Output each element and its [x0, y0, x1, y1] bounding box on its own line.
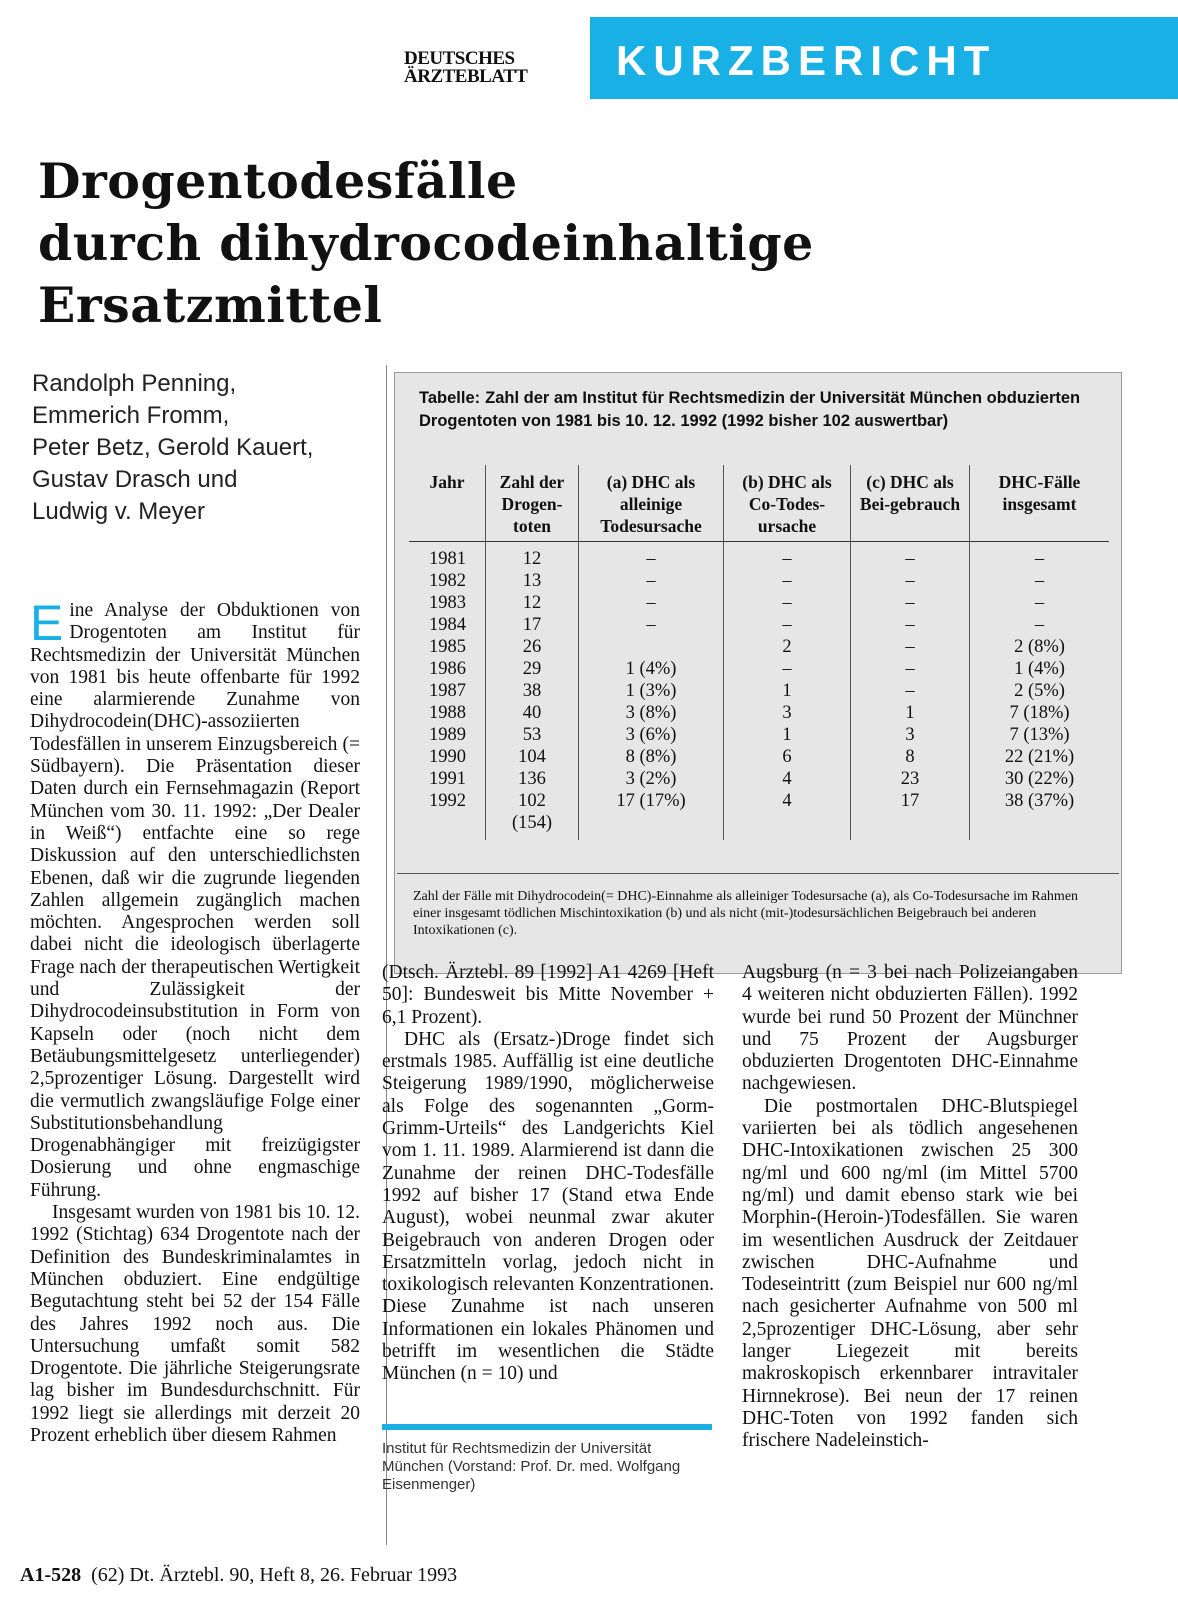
cell-dhc-b: 1 [724, 680, 851, 702]
cell-dhc-b: – [724, 658, 851, 680]
cell-dhc-a: 3 (6%) [579, 724, 724, 746]
cell-zahl: 29 [486, 658, 579, 680]
cell-dhc-b: 4 [724, 790, 851, 812]
cell-dhc-a: – [579, 570, 724, 592]
paragraph: Augsburg (n = 3 bei nach Polizeiangaben 4 weiteren nicht obduzierten Fällen). 1992 wurde bei rund 50 Prozent der Münchner und 75 Prozent der Augsburger obduzierten Drogentoten DHC-Einnahme nachgewiesen. [742, 962, 1078, 1095]
cell-jahr: 1983 [429, 593, 466, 613]
section-tag-label: KURZBERICHT [616, 37, 997, 84]
cell-dhc-c: – [851, 636, 970, 658]
section-tag [590, 17, 1178, 99]
cell-zahl: 12 [486, 542, 579, 571]
author-line: Gustav Drasch und [32, 466, 238, 493]
paragraph: DHC als (Ersatz-)Droge findet sich erstmals 1985. Auffällig ist eine deutliche Steigerung 1989/1990, möglicherweise als Folge des sogenannten „Gorm-Grimm-Urteils“ des Landgerichts Kiel vom 1. 11. 1989. Alarmierend ist dann die Zunahme der reinen DHC-Todesfälle 1992 auf bisher 17 (Stand etwa Ende August), wobei neunmal zwar akuter Beigebrauch von anderen Drogen oder Ersatzmitteln vorlag, jedoch nicht in toxikologisch relevanten Konzentrationen. Diese Zunahme ist nach unseren Informationen ein lokales Phänomen und betrifft im wesentlichen die Städte München (n = 10) und [382, 1028, 714, 1385]
paragraph-text: ine Analyse der Obduktionen von Drogentoten am Institut für Rechtsmedizin der Universität München von 1981 bis heute offenbarte für 1992 eine alarmierende Zunahme von Dihydrocodein(DHC)-assoziierten Todesfällen in unserem Einzugsbereich (= Südbayern). Die Präsentation dieser Daten durch ein Fernsehmagazin (Report München vom 30. 11. 1992: „Der Dealer in Weiß“) entfachte eine so rege Diskussion auf den unterschiedlichsten Ebenen, daß wir die zugrunde liegenden Zahlen allgemein zugänglich machen möchten. Angesprochen werden soll dabei nicht die ideologisch überlagerte Frage nach der therapeutischen Wertigkeit und Zulässigkeit der Dihydrocodeinsubstitution in Form von Kapseln oder (noch nicht dem Betäubungsmittelgesetz unterliegender) 2,5prozentiger Lösung. Dargestellt wird die vermutlich zwangsläufige Folge einer Substitutionsbehandlung Drogenabhängiger mit freizügigster Dosierung und ohne engmaschige Führung. [30, 600, 360, 1201]
masthead-line-1: DEUTSCHES [404, 48, 515, 69]
citation-line: (62) Dt. Ärztebl. 90, Heft 8, 26. Februar 1993 [81, 1564, 458, 1586]
author-line: Randolph Penning, [32, 370, 237, 397]
cell-dhc-c: 1 [851, 702, 970, 724]
table-caption-text: Zahl der am Institut für Rechtsmedizin der Universität München obduzierten Drogentoten von 1981 bis 10. 12. 1992 (1992 bisher 102 auswertbar) [419, 389, 1081, 430]
table-row [409, 592, 1109, 614]
cell-dhc-b [724, 812, 851, 840]
data-table-box [394, 372, 1122, 974]
cell-dhc-b: 1 [724, 724, 851, 746]
text-column-2 [382, 962, 714, 1386]
cell-dhc-total: – [970, 570, 1110, 592]
cell-dhc-b: 2 [724, 636, 851, 658]
paragraph: (Dtsch. Ärztebl. 89 [1992] A1 4269 [Heft 50]: Bundesweit bis Mitte November + 6,1 Prozent). [382, 962, 714, 1028]
table-row [409, 724, 1109, 746]
cell-dhc-total: – [970, 542, 1110, 571]
cell-zahl: (154) [486, 812, 579, 840]
cell-dhc-b: 3 [724, 702, 851, 724]
cell-dhc-a: 8 (8%) [579, 746, 724, 768]
cell-jahr: 1989 [429, 725, 466, 745]
table-row [409, 614, 1109, 636]
page-footer [20, 1564, 457, 1587]
table-footnote-text: Zahl der Fälle mit Dihydrocodein(= DHC)-Einnahme als alleiniger Todesursache (a), als Co-Todesursache im Rahmen einer insgesamt tödlichen Mischintoxikation (b) und als nicht (mit-)todesursächlichen Beigebrauch bei anderen Intoxikationen (c). [413, 889, 1079, 938]
header-dhc-co-todesursache: (b) DHC als Co-Todes-ursache [724, 465, 851, 542]
paragraph: Die postmortalen DHC-Blutspiegel variierten bei als tödlich angesehenen DHC-Intoxikationen zwischen 25 300 ng/ml und 600 ng/ml (im Mittel 5700 ng/ml) und damit ebenso stark wie bei Morphin-(Heroin-)Todesfällen. Sie waren im wesentlichen Ausdruck der Zeitdauer zwischen DHC-Aufnahme und Todeseintritt (zum Beispiel nur 600 ng/ml nach gesicherter Aufnahme von 500 ml 2,5prozentiger DHC-Lösung, aber sehr langer Liegezeit mit bereits makroskopisch erkennbarer intravitaler Hirnnekrose). Bei neun der 17 reinen DHC-Toten von 1992 fanden sich frischere Nadeleinstich- [742, 1095, 1078, 1452]
cell-dhc-total: 38 (37%) [970, 790, 1110, 812]
page-code: A1-528 [20, 1564, 82, 1586]
paragraph [30, 595, 360, 1202]
cell-zahl: 13 [486, 570, 579, 592]
cell-zahl: 40 [486, 702, 579, 724]
cell-dhc-total: 1 (4%) [970, 658, 1110, 680]
cell-jahr: 1992 [429, 791, 466, 811]
text-column-3 [742, 962, 1078, 1453]
cell-dhc-total: – [970, 614, 1110, 636]
cell-dhc-b: – [724, 592, 851, 614]
table-body [409, 542, 1109, 841]
cell-dhc-total: 2 (8%) [970, 636, 1110, 658]
cell-jahr: 1986 [429, 659, 466, 679]
cell-zahl: 26 [486, 636, 579, 658]
table-row [409, 812, 1109, 840]
cell-dhc-a [579, 812, 724, 840]
author-affiliation: Institut für Rechtsmedizin der Universität München (Vorstand: Prof. Dr. med. Wolfgang Eisenmenger) [382, 1440, 681, 1493]
cell-jahr: 1988 [429, 703, 466, 723]
cell-dhc-a: 1 (3%) [579, 680, 724, 702]
cell-zahl: 136 [486, 768, 579, 790]
cell-jahr [409, 812, 486, 840]
cell-dhc-b: 4 [724, 768, 851, 790]
table-row [409, 746, 1109, 768]
cell-jahr: 1991 [429, 769, 466, 789]
drop-cap: E [30, 595, 64, 651]
title-line-1: Drogentodesfälle [38, 152, 518, 210]
cell-dhc-total: 2 (5%) [970, 680, 1110, 702]
cell-dhc-c: 8 [851, 746, 970, 768]
table-caption [419, 387, 1099, 433]
table-row [409, 542, 1109, 571]
author-line: Peter Betz, Gerold Kauert, [32, 434, 314, 461]
cell-dhc-total: – [970, 592, 1110, 614]
title-line-2: durch dihydrocodeinhaltige [38, 214, 814, 272]
table-caption-label: Tabelle: [419, 389, 481, 407]
cell-dhc-total: 7 (18%) [970, 702, 1110, 724]
masthead-line-2: ÄRZTEBLATT [404, 66, 528, 87]
author-list [32, 368, 382, 528]
cell-dhc-c [851, 812, 970, 840]
text-column-1 [30, 595, 360, 1447]
cell-dhc-b: – [724, 570, 851, 592]
article-title [38, 150, 898, 336]
header-dhc-alleinige: (a) DHC als alleinige Todesursache [579, 465, 724, 542]
table-row [409, 636, 1109, 658]
cell-dhc-a [579, 636, 724, 658]
cell-dhc-a: – [579, 592, 724, 614]
cell-dhc-a: 17 (17%) [579, 790, 724, 812]
affiliation-rule [382, 1424, 712, 1430]
header-dhc-beigebrauch: (c) DHC als Bei-gebrauch [851, 465, 970, 542]
header-zahl-drogentote: Zahl der Drogen-toten [486, 465, 579, 542]
cell-dhc-c: – [851, 570, 970, 592]
cell-dhc-total: 7 (13%) [970, 724, 1110, 746]
drug-deaths-table [409, 465, 1109, 840]
cell-zahl: 53 [486, 724, 579, 746]
cell-dhc-total [970, 812, 1110, 840]
cell-jahr: 1984 [429, 615, 466, 635]
table-row [409, 570, 1109, 592]
cell-dhc-a: – [579, 614, 724, 636]
cell-zahl: 12 [486, 592, 579, 614]
author-line: Emmerich Fromm, [32, 402, 230, 429]
cell-dhc-a: 3 (2%) [579, 768, 724, 790]
cell-dhc-c: – [851, 658, 970, 680]
author-line: Ludwig v. Meyer [32, 498, 205, 525]
table-header-row [409, 465, 1109, 542]
cell-jahr: 1985 [429, 637, 466, 657]
cell-jahr: 1990 [429, 747, 466, 767]
table-row [409, 702, 1109, 724]
cell-zahl: 102 [486, 790, 579, 812]
cell-dhc-c: 3 [851, 724, 970, 746]
table-footnote [397, 873, 1119, 970]
table-row [409, 658, 1109, 680]
cell-dhc-a: 3 (8%) [579, 702, 724, 724]
cell-dhc-c: – [851, 614, 970, 636]
cell-zahl: 38 [486, 680, 579, 702]
cell-dhc-c: – [851, 680, 970, 702]
cell-zahl: 17 [486, 614, 579, 636]
cell-dhc-total: 22 (21%) [970, 746, 1110, 768]
cell-zahl: 104 [486, 746, 579, 768]
cell-dhc-a: 1 (4%) [579, 658, 724, 680]
header-jahr: Jahr [409, 465, 486, 542]
cell-dhc-b: – [724, 614, 851, 636]
cell-dhc-c: 17 [851, 790, 970, 812]
cell-dhc-c: – [851, 542, 970, 571]
table-row [409, 680, 1109, 702]
table-row [409, 790, 1109, 812]
cell-jahr: 1982 [429, 571, 466, 591]
cell-dhc-a: – [579, 542, 724, 571]
cell-dhc-c: – [851, 592, 970, 614]
cell-dhc-c: 23 [851, 768, 970, 790]
cell-dhc-b: – [724, 542, 851, 571]
cell-jahr: 1987 [429, 681, 466, 701]
cell-dhc-total: 30 (22%) [970, 768, 1110, 790]
title-line-3: Ersatzmittel [38, 276, 383, 334]
cell-jahr: 1981 [429, 549, 466, 569]
header-dhc-insgesamt: DHC-Fälle insgesamt [970, 465, 1110, 542]
cell-dhc-b: 6 [724, 746, 851, 768]
journal-masthead [404, 50, 574, 86]
paragraph: Insgesamt wurden von 1981 bis 10. 12. 1992 (Stichtag) 634 Drogentote nach der Definition des Bundeskriminalamtes in München obduziert. Eine endgültige Begutachtung steht bei 52 der 154 Fälle des Jahres 1992 noch aus. Die Untersuchung umfaßt somit 582 Drogentote. Die jährliche Steigerungsrate lag bisher im Bundesdurchschnitt. Für 1992 liegt sie allerdings mit derzeit 20 Prozent erheblich über diesem Rahmen [30, 1202, 360, 1446]
table-row [409, 768, 1109, 790]
